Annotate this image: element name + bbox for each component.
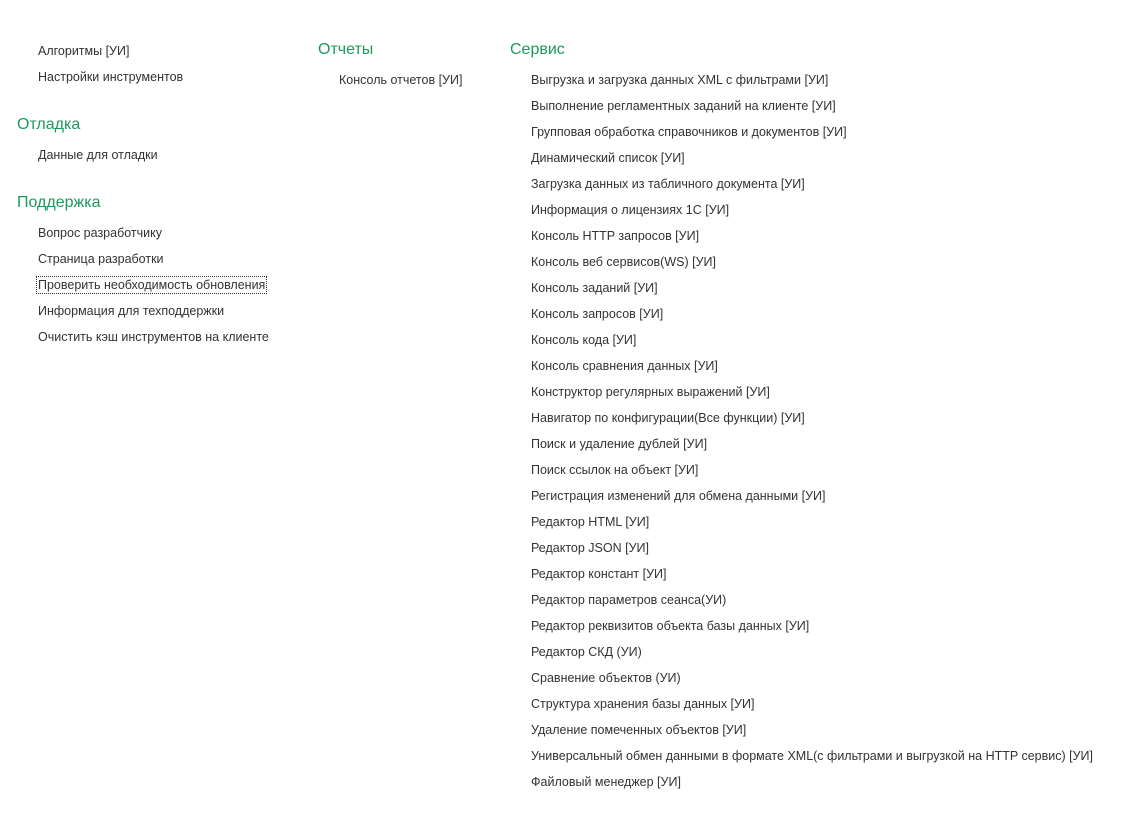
service-link[interactable]: Удаление помеченных объектов [УИ] <box>531 723 747 737</box>
service-link[interactable]: Консоль запросов [УИ] <box>531 307 664 321</box>
service-link[interactable]: Навигатор по конфигурации(Все функции) [УИ] <box>531 411 805 425</box>
link-clear-cache[interactable]: Очистить кэш инструментов на клиенте <box>38 330 269 344</box>
service-link[interactable]: Редактор HTML [УИ] <box>531 515 650 529</box>
service-link[interactable]: Редактор реквизитов объекта базы данных [УИ] <box>531 619 810 633</box>
service-link[interactable]: Редактор параметров сеанса(УИ) <box>531 593 727 607</box>
service-link[interactable]: Редактор констант [УИ] <box>531 567 667 581</box>
link-development-page[interactable]: Страница разработки <box>38 252 164 266</box>
link-algorithms[interactable]: Алгоритмы [УИ] <box>38 44 130 58</box>
service-link[interactable]: Загрузка данных из табличного документа [УИ] <box>531 177 805 191</box>
service-link[interactable]: Выполнение регламентных заданий на клиенте [УИ] <box>531 99 836 113</box>
service-link[interactable]: Консоль заданий [УИ] <box>531 281 658 295</box>
link-support-info[interactable]: Информация для техподдержки <box>38 304 225 318</box>
service-link[interactable]: Редактор СКД (УИ) <box>531 645 642 659</box>
link-tool-settings[interactable]: Настройки инструментов <box>38 70 184 84</box>
service-link[interactable]: Поиск ссылок на объект [УИ] <box>531 463 699 477</box>
service-link[interactable]: Консоль кода [УИ] <box>531 333 637 347</box>
service-link[interactable]: Редактор JSON [УИ] <box>531 541 649 555</box>
group-title-service: Сервис <box>510 41 565 58</box>
service-link[interactable]: Групповая обработка справочников и документов [УИ] <box>531 125 847 139</box>
link-ask-developer[interactable]: Вопрос разработчику <box>38 226 162 240</box>
link-debug-data[interactable]: Данные для отладки <box>38 148 158 162</box>
service-link[interactable]: Информация о лицензиях 1С [УИ] <box>531 203 730 217</box>
service-link[interactable]: Регистрация изменений для обмена данными [УИ] <box>531 489 826 503</box>
service-link[interactable]: Динамический список [УИ] <box>531 151 685 165</box>
link-report-console[interactable]: Консоль отчетов [УИ] <box>339 73 463 87</box>
link-check-update[interactable]: Проверить необходимость обновления <box>38 278 266 292</box>
service-link[interactable]: Поиск и удаление дублей [УИ] <box>531 437 708 451</box>
group-title-reports: Отчеты <box>318 41 374 58</box>
service-link[interactable]: Консоль сравнения данных [УИ] <box>531 359 718 373</box>
service-link[interactable]: Консоль HTTP запросов [УИ] <box>531 229 700 243</box>
service-link[interactable]: Выгрузка и загрузка данных XML с фильтрами [УИ] <box>531 73 829 87</box>
group-title-debug: Отладка <box>17 116 81 133</box>
service-link[interactable]: Файловый менеджер [УИ] <box>531 775 681 789</box>
service-link[interactable]: Конструктор регулярных выражений [УИ] <box>531 385 770 399</box>
group-title-support: Поддержка <box>17 194 101 211</box>
service-link[interactable]: Сравнение объектов (УИ) <box>531 671 681 685</box>
service-link[interactable]: Структура хранения базы данных [УИ] <box>531 697 755 711</box>
service-link[interactable]: Универсальный обмен данными в формате XML(с фильтрами и выгрузкой на HTTP сервис) [УИ] <box>531 749 1093 763</box>
service-link[interactable]: Консоль веб сервисов(WS) [УИ] <box>531 255 716 269</box>
